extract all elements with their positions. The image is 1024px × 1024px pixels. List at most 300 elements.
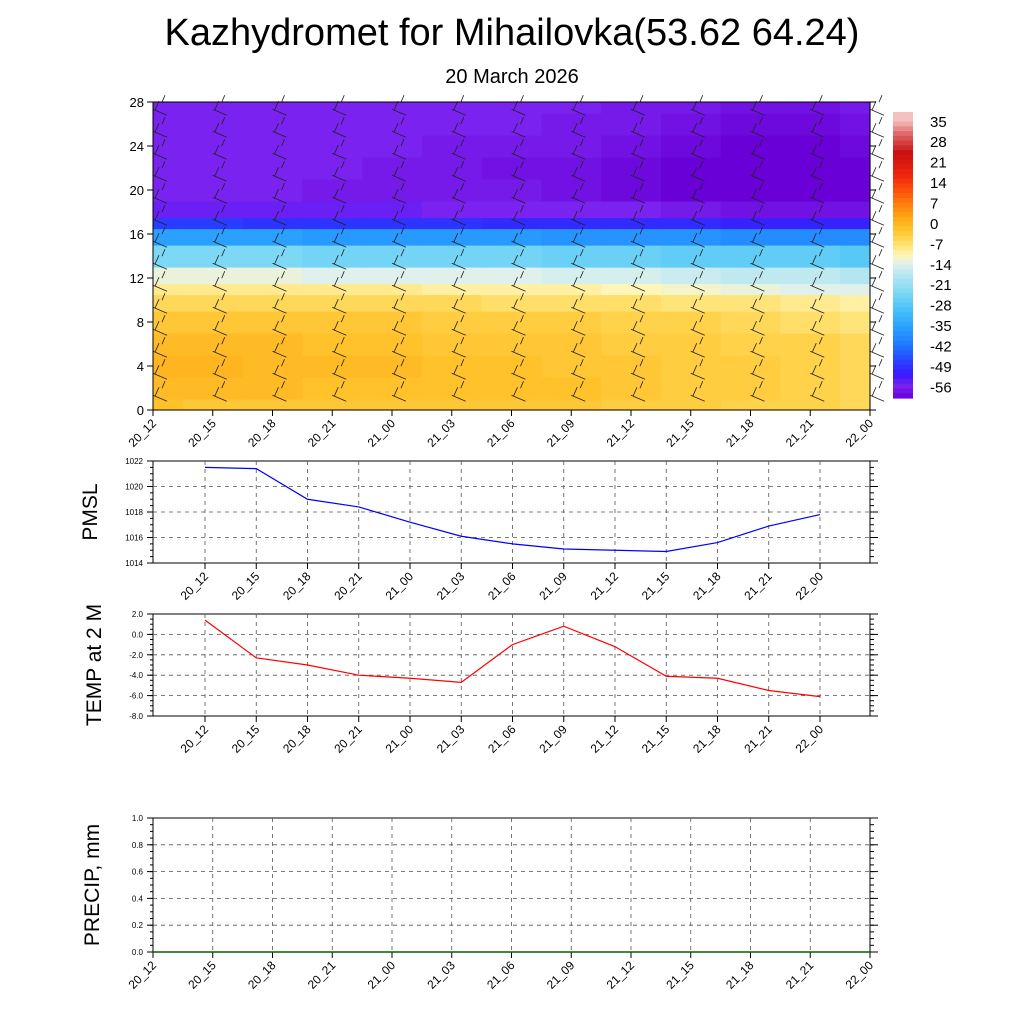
heatmap-cell <box>482 355 542 378</box>
colorbar-swatch <box>893 260 913 265</box>
heatmap-cell <box>541 399 601 411</box>
heatmap-cell <box>721 245 781 268</box>
x-tick-label: 20_18 <box>245 958 279 992</box>
heatmap-cell <box>362 267 422 284</box>
colorbar-label: -49 <box>930 358 952 376</box>
heatmap-cell <box>302 355 362 378</box>
colorbar-swatch <box>893 231 913 236</box>
colorbar-swatch <box>893 331 913 336</box>
x-tick-label: 20_21 <box>304 958 339 992</box>
heatmap-cell <box>302 229 362 246</box>
heatmap-cell <box>721 377 781 400</box>
heatmap-cell <box>362 102 422 114</box>
x-tick-label: 21_15 <box>638 722 673 756</box>
heatmap-cell <box>153 179 183 202</box>
heatmap-cell <box>721 135 781 158</box>
heatmap-cell <box>721 201 781 218</box>
colorbar-swatch <box>893 388 913 393</box>
heatmap-cell <box>362 113 422 136</box>
colorbar-swatch <box>893 393 913 398</box>
heatmap-cell <box>840 157 870 180</box>
x-tick-label: 21_00 <box>382 569 417 603</box>
heatmap-cell <box>243 267 303 284</box>
heatmap-cell <box>243 179 303 202</box>
y-tick-label: 0.2 <box>131 921 143 931</box>
heatmap-cell <box>601 102 661 114</box>
heatmap-cell <box>840 102 870 114</box>
colorbar-label: 28 <box>930 134 947 152</box>
heatmap-cell <box>243 113 303 136</box>
heatmap-cell <box>601 157 661 180</box>
colorbar-swatch <box>893 193 913 198</box>
wind-barb <box>870 95 884 115</box>
heatmap-cell <box>840 355 870 378</box>
heatmap-cell <box>780 201 840 218</box>
heatmap-cell <box>840 135 870 158</box>
heatmap-cell <box>780 157 840 180</box>
x-tick-label: 21_18 <box>690 569 724 603</box>
heatmap-cell <box>601 295 661 312</box>
heatmap-cell <box>661 399 721 411</box>
colorbar-label: 35 <box>930 113 947 131</box>
heatmap-cell <box>362 179 422 202</box>
heatmap-cell <box>482 157 542 180</box>
heatmap-cell <box>482 135 542 158</box>
colorbar-swatch <box>893 279 913 284</box>
colorbar <box>893 112 952 399</box>
x-tick-label: 21_06 <box>485 569 519 603</box>
heatmap-cell <box>422 179 482 202</box>
heatmap-cell <box>183 201 243 218</box>
heatmap-cell <box>721 399 781 411</box>
heatmap-cell <box>482 245 542 268</box>
heatmap-cell <box>362 295 422 312</box>
heatmap-cell <box>661 377 721 400</box>
y-tick-label: 0.8 <box>131 840 143 850</box>
x-tick-label: 21_09 <box>536 569 570 603</box>
heatmap-cell <box>422 245 482 268</box>
heatmap-cell <box>153 157 183 180</box>
heatmap-cell <box>601 113 661 136</box>
heatmap-cell <box>302 113 362 136</box>
colorbar-swatch <box>893 384 913 389</box>
heatmap-cell <box>482 311 542 334</box>
heatmap-cell <box>243 311 303 334</box>
heatmap-cell <box>482 102 542 114</box>
colorbar-swatch <box>893 155 913 160</box>
heatmap-cell <box>482 295 542 312</box>
temp-frame <box>153 614 870 716</box>
y-tick-label: 0.4 <box>131 894 143 904</box>
heatmap-cell <box>243 377 303 400</box>
heatmap-cell <box>153 135 183 158</box>
wind-barb <box>870 161 884 181</box>
x-tick-label: 21_18 <box>723 416 757 450</box>
colorbar-swatch <box>893 365 913 370</box>
wind-barb <box>870 205 884 225</box>
x-tick-label: 21_06 <box>484 958 518 992</box>
heatmap-cell <box>422 333 482 356</box>
x-tick-label: 20_15 <box>185 958 219 992</box>
chart-subtitle: 20 March 2026 <box>445 66 579 88</box>
heatmap-cell <box>302 399 362 411</box>
precip-panel <box>81 814 878 992</box>
heatmap-cell <box>482 333 542 356</box>
heatmap-cell <box>422 377 482 400</box>
heatmap-cell <box>840 218 870 230</box>
wind-barb <box>870 271 884 291</box>
y-tick-label: -8.0 <box>129 712 143 721</box>
colorbar-swatch <box>893 236 913 241</box>
heatmap-cell <box>183 333 243 356</box>
y-tick-label: 4 <box>136 359 144 374</box>
colorbar-swatch <box>893 222 913 227</box>
x-tick-label: 20_15 <box>228 569 263 603</box>
heatmap-cell <box>541 135 601 158</box>
heatmap-cell <box>183 229 243 246</box>
heatmap-cell <box>183 179 243 202</box>
colorbar-swatch <box>893 374 913 379</box>
heatmap-cell <box>302 377 362 400</box>
colorbar-swatch <box>893 141 913 146</box>
y-tick-label: -4.0 <box>129 671 143 681</box>
colorbar-swatch <box>893 136 913 141</box>
heatmap-cell <box>482 267 542 284</box>
chart-title: Kazhydromet for Mihailovka(53.62 64.24) <box>164 12 860 54</box>
colorbar-swatch <box>893 312 913 317</box>
heatmap-cell <box>661 201 721 218</box>
x-tick-label: 20_18 <box>280 569 314 603</box>
heatmap-cell <box>302 267 362 284</box>
x-tick-label: 21_12 <box>587 722 622 756</box>
heatmap-cell <box>840 179 870 202</box>
x-tick-label: 20_12 <box>125 416 160 450</box>
heatmap-cell <box>601 311 661 334</box>
heatmap-cell <box>153 218 183 230</box>
heatmap-cell <box>362 311 422 334</box>
colorbar-swatch <box>893 160 913 165</box>
heatmap-cell <box>482 399 542 411</box>
wind-barb <box>870 183 884 203</box>
colorbar-label: -21 <box>930 277 952 295</box>
x-tick-label: 21_00 <box>364 416 399 450</box>
heatmap-cell <box>840 295 870 312</box>
colorbar-label: 0 <box>930 215 939 233</box>
colorbar-label: 21 <box>930 154 947 172</box>
x-tick-label: 21_21 <box>782 416 817 450</box>
x-tick-label: 20_18 <box>245 416 279 450</box>
heatmap-cell <box>601 229 661 246</box>
colorbar-swatch <box>893 269 913 274</box>
colorbar-swatch <box>893 274 913 279</box>
heatmap-cell <box>661 102 721 114</box>
heatmap-cell <box>302 135 362 158</box>
x-tick-label: 21_03 <box>433 722 468 756</box>
heatmap-cell <box>661 267 721 284</box>
y-tick-label: 1.0 <box>131 814 143 823</box>
x-tick-label: 20_18 <box>280 722 314 756</box>
y-tick-label: 2.0 <box>131 610 143 619</box>
wind-barb <box>870 315 884 335</box>
heatmap-cell <box>661 229 721 246</box>
heatmap-cell <box>661 295 721 312</box>
wind-barb <box>870 139 884 159</box>
x-tick-label: 20_12 <box>177 569 212 603</box>
y-tick-label: -6.0 <box>129 691 143 701</box>
colorbar-swatch <box>893 336 913 341</box>
heatmap-cell <box>721 229 781 246</box>
heatmap-cell <box>302 333 362 356</box>
heatmap-cell <box>422 135 482 158</box>
heatmap-cell <box>601 201 661 218</box>
heatmap-cell <box>601 399 661 411</box>
heatmap-cell <box>601 179 661 202</box>
x-tick-label: 21_00 <box>364 958 399 992</box>
x-tick-label: 21_09 <box>536 722 570 756</box>
heatmap-cell <box>780 102 840 114</box>
x-tick-label: 20_12 <box>125 958 160 992</box>
heatmap-cell <box>243 245 303 268</box>
x-tick-label: 21_03 <box>424 958 458 992</box>
heatmap-cell <box>721 267 781 284</box>
heatmap-cell <box>422 157 482 180</box>
heatmap-cell <box>422 201 482 218</box>
heatmap-cell <box>601 267 661 284</box>
x-tick-label: 21_12 <box>587 569 622 603</box>
heatmap-cell <box>153 284 183 296</box>
colorbar-swatch <box>893 293 913 298</box>
heatmap-cell <box>840 311 870 334</box>
heatmap-cell <box>541 102 601 114</box>
colorbar-swatch <box>893 131 913 136</box>
y-tick-label: 0.0 <box>131 948 143 957</box>
x-tick-label: 22_00 <box>792 722 827 756</box>
colorbar-swatch <box>893 346 913 351</box>
colorbar-swatch <box>893 198 913 203</box>
heatmap-cell <box>153 113 183 136</box>
heatmap-cell <box>541 333 601 356</box>
colorbar-swatch <box>893 188 913 193</box>
colorbar-swatch <box>893 203 913 208</box>
y-tick-label: 20 <box>129 183 144 198</box>
heatmap-cell <box>302 102 362 114</box>
heatmap-cell <box>183 102 243 114</box>
x-tick-label: 21_06 <box>484 416 518 450</box>
x-tick-label: 21_21 <box>741 722 775 756</box>
heatmap-cell <box>362 245 422 268</box>
heatmap-cell <box>183 113 243 136</box>
heatmap-cell <box>302 157 362 180</box>
heatmap-cell <box>780 245 840 268</box>
y-tick-label: 1016 <box>125 533 143 543</box>
heatmap-cell <box>721 311 781 334</box>
y-tick-label: 0 <box>136 403 144 418</box>
heatmap-cell <box>780 267 840 284</box>
colorbar-swatch <box>893 212 913 217</box>
heatmap-cell <box>601 355 661 378</box>
colorbar-swatch <box>893 250 913 255</box>
colorbar-swatch <box>893 184 913 189</box>
x-tick-label: 21_03 <box>424 416 458 450</box>
colorbar-swatch <box>893 150 913 155</box>
colorbar-swatch <box>893 298 913 303</box>
x-tick-label: 20_12 <box>177 722 212 756</box>
heatmap-cell <box>482 113 542 136</box>
heatmap-cell <box>153 267 183 284</box>
heatmap-cell <box>422 399 482 411</box>
heatmap-cell <box>302 179 362 202</box>
y-tick-label: 0.0 <box>131 630 143 640</box>
heatmap-cell <box>541 157 601 180</box>
y-tick-label: -2.0 <box>129 650 143 660</box>
heatmap-cell <box>721 157 781 180</box>
heatmap-cell <box>362 157 422 180</box>
x-tick-label: 21_21 <box>741 569 775 603</box>
colorbar-swatch <box>893 284 913 289</box>
colorbar-swatch <box>893 288 913 293</box>
heatmap-cell <box>183 311 243 334</box>
heatmap-cell <box>243 295 303 312</box>
heatmap-cell <box>721 333 781 356</box>
heatmap-cell <box>661 311 721 334</box>
x-tick-label: 21_18 <box>723 958 757 992</box>
colorbar-label: 7 <box>930 195 939 213</box>
colorbar-swatch <box>893 164 913 169</box>
x-tick-label: 22_00 <box>792 569 827 603</box>
heatmap-cell <box>153 245 183 268</box>
x-tick-label: 21_15 <box>663 416 697 450</box>
heatmap-cell <box>422 102 482 114</box>
y-tick-label: 1022 <box>125 457 143 466</box>
x-tick-label: 21_15 <box>638 569 673 603</box>
heatmap-cell <box>422 295 482 312</box>
colorbar-label: -35 <box>930 318 952 336</box>
heatmap-cell <box>482 201 542 218</box>
heatmap-cell <box>601 333 661 356</box>
x-tick-label: 20_21 <box>331 569 365 603</box>
heatmap-cell <box>183 295 243 312</box>
heatmap-cell <box>661 245 721 268</box>
x-tick-label: 20_15 <box>185 416 219 450</box>
heatmap-cell <box>541 267 601 284</box>
heatmap-cell <box>183 245 243 268</box>
heatmap-cell <box>661 157 721 180</box>
heatmap-cell <box>721 355 781 378</box>
colorbar-label: 14 <box>930 175 947 193</box>
heatmap-cell <box>362 377 422 400</box>
colorbar-swatch <box>893 245 913 250</box>
wind-barb <box>870 359 884 379</box>
heatmap-cell <box>721 179 781 202</box>
temp-panel <box>83 604 878 756</box>
heatmap-cell <box>243 399 303 411</box>
pmsl-panel <box>79 457 878 603</box>
colorbar-label: -14 <box>930 256 952 274</box>
heatmap-cell <box>541 311 601 334</box>
colorbar-label: -28 <box>930 297 952 315</box>
heatmap-cell <box>183 135 243 158</box>
heatmap-cell <box>362 355 422 378</box>
colorbar-label: -56 <box>930 379 952 397</box>
heatmap-cell <box>541 245 601 268</box>
x-tick-label: 21_03 <box>433 569 468 603</box>
heatmap-cell <box>541 113 601 136</box>
temp-ylabel: TEMP at 2 M <box>83 603 106 727</box>
x-tick-label: 21_12 <box>603 416 638 450</box>
x-tick-label: 22_00 <box>842 958 877 992</box>
heatmap-cell <box>541 377 601 400</box>
heatmap-cell <box>183 377 243 400</box>
x-tick-label: 21_06 <box>485 722 519 756</box>
colorbar-swatch <box>893 322 913 327</box>
colorbar-swatch <box>893 126 913 131</box>
pmsl-ylabel: PMSL <box>79 483 102 541</box>
heatmap-cell <box>721 295 781 312</box>
heatmap-cell <box>661 135 721 158</box>
heatmap-cell <box>661 333 721 356</box>
y-tick-label: 0.6 <box>131 867 143 877</box>
x-tick-label: 21_00 <box>382 722 417 756</box>
colorbar-swatch <box>893 241 913 246</box>
heatmap-cell <box>422 311 482 334</box>
heatmap-cell <box>541 355 601 378</box>
heatmap-cell <box>541 295 601 312</box>
heatmap-cell <box>183 355 243 378</box>
colorbar-swatch <box>893 112 913 117</box>
heatmap-cell <box>153 333 183 356</box>
heatmap-cell <box>243 201 303 218</box>
heatmap-cell <box>183 267 243 284</box>
heatmap-cell <box>422 229 482 246</box>
heatmap-cell <box>243 355 303 378</box>
colorbar-swatch <box>893 255 913 260</box>
colorbar-swatch <box>893 327 913 332</box>
heatmap-cell <box>482 377 542 400</box>
heatmap-cell <box>601 135 661 158</box>
y-tick-label: 12 <box>129 271 144 286</box>
colorbar-swatch <box>893 169 913 174</box>
wind-barb <box>870 381 884 401</box>
wind-barb <box>870 249 884 269</box>
heatmap-cell <box>840 399 870 411</box>
heatmap-cell <box>153 399 183 411</box>
heatmap-cell <box>840 377 870 400</box>
y-tick-label: 8 <box>136 315 144 330</box>
heatmap-cell <box>362 399 422 411</box>
heatmap-cell <box>601 245 661 268</box>
heatmap-cell <box>780 377 840 400</box>
colorbar-swatch <box>893 379 913 384</box>
colorbar-swatch <box>893 307 913 312</box>
heatmap-cell <box>780 229 840 246</box>
heatmap-cell <box>541 201 601 218</box>
x-tick-label: 21_15 <box>663 958 697 992</box>
heatmap-cell <box>482 229 542 246</box>
heatmap-cell <box>721 113 781 136</box>
wind-barb <box>870 293 884 313</box>
heatmap-cell <box>153 377 183 400</box>
colorbar-swatch <box>893 217 913 222</box>
colorbar-swatch <box>893 117 913 122</box>
y-tick-label: 16 <box>129 227 144 242</box>
heatmap-cell <box>661 113 721 136</box>
heatmap-cell <box>541 179 601 202</box>
heatmap-cell <box>422 355 482 378</box>
colorbar-swatch <box>893 207 913 212</box>
heatmap-cell <box>422 267 482 284</box>
heatmap-cell <box>302 201 362 218</box>
colorbar-swatch <box>893 303 913 308</box>
